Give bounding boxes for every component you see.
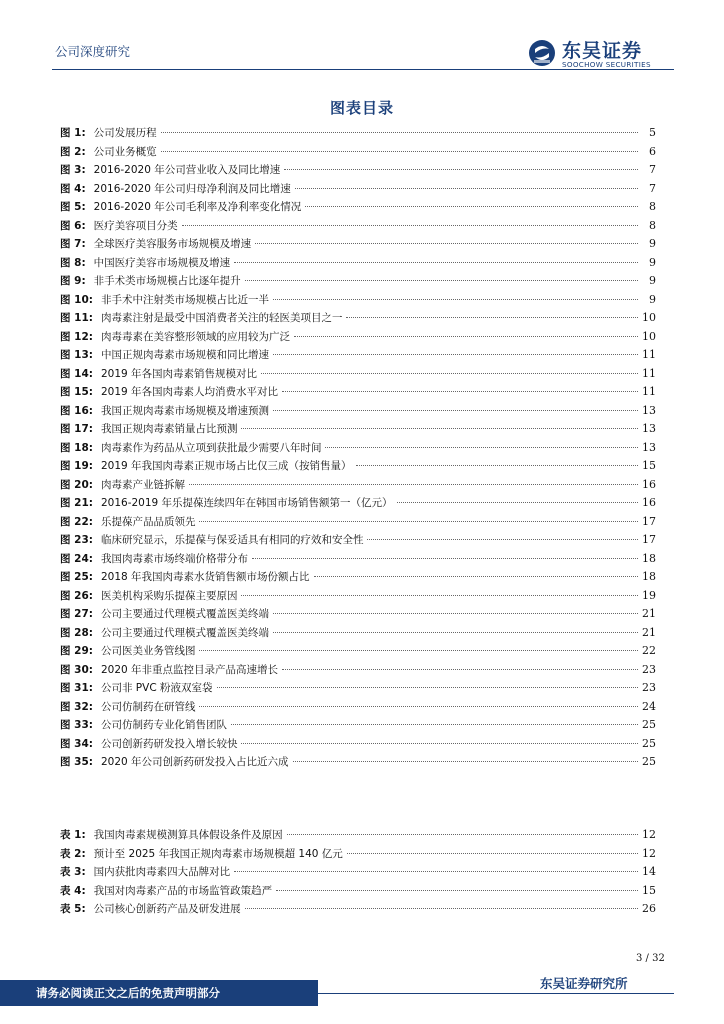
toc-entry-title: 我国正规肉毒素市场规模及增速预测 (100, 404, 269, 417)
figure-entry[interactable] (60, 272, 656, 291)
toc-entry-label: 图 1: (60, 127, 86, 139)
toc-entry-page: 13 (642, 440, 656, 454)
toc-entry-page: 13 (642, 403, 656, 417)
toc-entry-title: 2018 年我国肉毒素水货销售额市场份额占比 (100, 571, 310, 583)
toc-entry-page: 8 (649, 218, 656, 232)
toc-entry-label: 图 26: (60, 589, 93, 602)
toc-entry-label: 表 4: (60, 884, 86, 897)
toc-entry-page: 26 (642, 902, 656, 915)
figure-entry[interactable] (60, 161, 656, 180)
toc-entry-title: 公司创新药研发投入增长较快 (100, 737, 238, 750)
toc-entry-title: 医美机构采购乐提葆主要原因 (100, 589, 238, 602)
toc-entry-label: 图 35: (60, 756, 93, 768)
table-entry[interactable] (60, 863, 656, 882)
toc-leader-dots (273, 613, 638, 614)
toc-entry-page: 21 (642, 607, 656, 620)
toc-entry-page: 16 (642, 477, 656, 491)
toc-leader-dots (305, 206, 638, 207)
toc-entry-page: 22 (642, 644, 656, 657)
toc-entry-label: 图 5: (60, 201, 86, 213)
toc-leader-dots (367, 539, 638, 540)
toc-entry-page: 19 (642, 588, 656, 602)
toc-entry-label: 表 2: (60, 847, 86, 860)
toc-entry-page: 12 (642, 828, 656, 841)
toc-leader-dots (346, 317, 638, 318)
toc-entry-label: 图 8: (60, 256, 86, 269)
toc-entry-title: 公司业务概览 (93, 145, 157, 158)
toc-entry-page: 7 (649, 163, 656, 176)
brand-name-en: SOOCHOW SECURITIES (562, 60, 651, 69)
toc-entry-page: 13 (642, 422, 656, 435)
toc-leader-dots (295, 188, 638, 189)
company-logo (528, 36, 678, 72)
toc-entry-title: 肉毒毒素在美容整形领域的应用较为广泛 (100, 330, 290, 343)
soochow-logo-icon (528, 39, 556, 67)
toc-leader-dots (397, 502, 638, 503)
toc-entry-title: 公司医美业务管线图 (100, 645, 196, 657)
toc-entry-title: 全球医疗美容服务市场规模及增速 (93, 238, 252, 250)
figure-entry[interactable] (60, 291, 656, 310)
toc-entry-label: 图 16: (60, 404, 93, 417)
report-section-label: 公司深度研究 (55, 44, 131, 59)
figure-entry[interactable] (60, 531, 656, 550)
toc-entry-page: 15 (642, 459, 656, 472)
toc-entry-page: 11 (642, 366, 656, 380)
figure-entry[interactable] (60, 124, 656, 143)
toc-entry-title: 2016-2020 年公司营业收入及同比增速 (93, 164, 281, 176)
brand-name-cn: 东吴证券 (562, 40, 643, 62)
toc-entry-page: 9 (649, 255, 656, 269)
toc-entry-label: 图 20: (60, 478, 93, 491)
figure-entry[interactable] (60, 457, 656, 476)
toc-leader-dots (245, 908, 638, 909)
toc-entry-title: 公司仿制药在研管线 (100, 700, 196, 713)
footer-divider (318, 993, 674, 994)
toc-leader-dots (282, 669, 638, 670)
figure-entry[interactable] (60, 235, 656, 254)
toc-entry-label: 图 17: (60, 423, 93, 435)
page-number: 3 / 32 (636, 953, 665, 964)
toc-entry-label: 表 3: (60, 866, 86, 878)
toc-leader-dots (199, 706, 638, 707)
toc-entry-title: 2020 年非重点监控目录产品高速增长 (100, 663, 279, 676)
toc-leader-dots (245, 280, 638, 281)
toc-entry-page: 10 (642, 329, 656, 343)
figure-entry[interactable] (60, 143, 656, 162)
toc-entry-page: 25 (642, 736, 656, 750)
toc-entry-label: 图 24: (60, 552, 93, 565)
toc-entry-label: 图 12: (60, 330, 93, 343)
toc-leader-dots (293, 761, 638, 762)
toc-entry-page: 18 (642, 551, 656, 565)
toc-leader-dots (276, 890, 638, 891)
toc-entry-page: 12 (642, 846, 656, 860)
toc-entry-page: 25 (642, 718, 656, 731)
toc-entry-label: 图 14: (60, 367, 93, 380)
toc-entry-title: 公司仿制药专业化销售团队 (100, 719, 227, 731)
figure-entry[interactable] (60, 698, 656, 717)
toc-entry-page: 17 (642, 533, 656, 546)
toc-entry-title: 2016-2020 年公司毛利率及净利率变化情况 (93, 201, 302, 213)
toc-entry-label: 图 25: (60, 571, 93, 583)
toc-entry-label: 表 5: (60, 903, 86, 915)
toc-entry-title: 我国肉毒素市场终端价格带分布 (100, 552, 248, 565)
toc-entry-title: 我国肉毒素规模测算具体假设条件及原因 (93, 829, 283, 841)
toc-leader-dots (273, 354, 638, 355)
figure-entry[interactable] (60, 494, 656, 513)
figure-entry[interactable] (60, 439, 656, 458)
toc-entry-page: 9 (649, 237, 656, 250)
toc-entry-title: 非手术类市场规模占比逐年提升 (93, 275, 241, 287)
toc-entry-label: 图 6: (60, 219, 86, 232)
toc-entry-label: 图 27: (60, 608, 93, 620)
toc-entry-page: 23 (642, 681, 656, 694)
figure-entry[interactable] (60, 642, 656, 661)
toc-leader-dots (199, 521, 638, 522)
figure-entry[interactable] (60, 476, 656, 495)
toc-entry-title: 公司主要通过代理模式覆盖医美终端 (100, 626, 269, 639)
figure-entry[interactable] (60, 217, 656, 236)
toc-leader-dots (284, 169, 638, 170)
toc-entry-page: 18 (642, 570, 656, 583)
toc-entry-label: 图 30: (60, 663, 93, 676)
toc-entry-label: 图 15: (60, 386, 93, 398)
figure-entry[interactable] (60, 198, 656, 217)
table-list (60, 826, 656, 919)
toc-entry-label: 图 9: (60, 275, 86, 287)
figure-entry[interactable] (60, 605, 656, 624)
toc-entry-label: 图 34: (60, 737, 93, 750)
figure-entry[interactable] (60, 420, 656, 439)
figure-entry[interactable] (60, 550, 656, 569)
toc-leader-dots (234, 871, 638, 872)
toc-entry-page: 23 (642, 662, 656, 676)
toc-entry-title: 公司主要通过代理模式覆盖医美终端 (100, 608, 269, 620)
toc-entry-title: 2016-2019 年乐提葆连续四年在韩国市场销售额第一（亿元） (100, 497, 393, 509)
header-divider (52, 69, 674, 70)
figure-list (60, 124, 656, 772)
toc-leader-dots (273, 299, 638, 300)
toc-entry-page: 24 (642, 699, 656, 713)
toc-entry-page: 16 (642, 496, 656, 509)
figure-entry[interactable] (60, 568, 656, 587)
toc-entry-title: 预计至 2025 年我国正规肉毒素市场规模超 140 亿元 (93, 847, 343, 860)
toc-entry-page: 9 (649, 274, 656, 287)
toc-entry-page: 25 (642, 755, 656, 768)
toc-entry-label: 表 1: (60, 829, 86, 841)
toc-entry-title: 公司发展历程 (93, 127, 157, 139)
toc-entry-page: 9 (649, 292, 656, 306)
toc-entry-title: 2016-2020 年公司归母净利润及同比增速 (93, 182, 291, 195)
toc-entry-page: 6 (649, 144, 656, 158)
toc-leader-dots (217, 687, 639, 688)
toc-entry-label: 图 11: (60, 312, 93, 324)
toc-leader-dots (199, 650, 638, 651)
toc-leader-dots (252, 558, 638, 559)
toc-entry-title: 我国正规肉毒素销量占比预测 (100, 423, 238, 435)
toc-entry-title: 非手术中注射类市场规模占比近一半 (100, 293, 269, 306)
toc-entry-page: 17 (642, 514, 656, 528)
toc-leader-dots (161, 132, 638, 133)
toc-entry-label: 图 23: (60, 534, 93, 546)
toc-entry-title: 中国医疗美容市场规模及增速 (93, 256, 231, 269)
toc-leader-dots (314, 576, 638, 577)
toc-leader-dots (261, 373, 638, 374)
toc-entry-title: 国内获批肉毒素四大品牌对比 (93, 866, 231, 878)
toc-leader-dots (241, 428, 638, 429)
toc-leader-dots (282, 391, 638, 392)
toc-entry-label: 图 13: (60, 349, 93, 361)
toc-entry-label: 图 10: (60, 293, 93, 306)
toc-entry-label: 图 33: (60, 719, 93, 731)
toc-leader-dots (325, 447, 638, 448)
toc-entry-page: 5 (649, 126, 656, 139)
toc-entry-title: 肉毒素注射是最受中国消费者关注的轻医美项目之一 (100, 312, 343, 324)
toc-leader-dots (294, 336, 638, 337)
toc-entry-page: 11 (642, 385, 656, 398)
toc-leader-dots (241, 595, 638, 596)
toc-entry-page: 10 (642, 311, 656, 324)
toc-entry-label: 图 22: (60, 515, 93, 528)
figure-entry[interactable] (60, 587, 656, 606)
toc-entry-title: 临床研究显示，乐提葆与保妥适具有相同的疗效和安全性 (100, 534, 364, 546)
figure-entry[interactable] (60, 661, 656, 680)
toc-leader-dots (273, 632, 638, 633)
toc-entry-label: 图 4: (60, 182, 86, 195)
toc-entry-title: 肉毒素产业链拆解 (100, 478, 185, 491)
figure-entry[interactable] (60, 402, 656, 421)
toc-leader-dots (161, 151, 638, 152)
toc-leader-dots (273, 410, 638, 411)
table-entry[interactable] (60, 845, 656, 864)
toc-entry-title: 肉毒素作为药品从立项到获批最少需要八年时间 (100, 441, 322, 454)
figure-entry[interactable] (60, 346, 656, 365)
toc-entry-label: 图 32: (60, 700, 93, 713)
figure-entry[interactable] (60, 180, 656, 199)
toc-entry-page: 8 (649, 200, 656, 213)
page-title: 图表目录 (329, 99, 394, 117)
figure-entry[interactable] (60, 735, 656, 754)
toc-entry-label: 图 28: (60, 626, 93, 639)
figure-entry[interactable] (60, 716, 656, 735)
toc-entry-title: 2019 年各国肉毒素销售规模对比 (100, 367, 258, 380)
footer-company: 东吴证券研究所 (540, 976, 628, 991)
figure-entry[interactable] (60, 328, 656, 347)
toc-entry-label: 图 21: (60, 497, 93, 509)
toc-entry-page: 14 (642, 865, 656, 878)
toc-entry-title: 我国对肉毒素产品的市场监管政策趋严 (93, 884, 273, 897)
toc-entry-label: 图 29: (60, 645, 93, 657)
figure-entry[interactable] (60, 309, 656, 328)
toc-leader-dots (287, 834, 638, 835)
toc-entry-page: 7 (649, 181, 656, 195)
toc-entry-title: 2019 年我国肉毒素正规市场占比仅三成（按销售量） (100, 460, 352, 472)
toc-entry-title: 2019 年各国肉毒素人均消费水平对比 (100, 386, 279, 398)
figure-entry[interactable] (60, 753, 656, 772)
figure-entry[interactable] (60, 679, 656, 698)
toc-entry-title: 2020 年公司创新药研发投入占比近六成 (100, 756, 289, 768)
toc-leader-dots (241, 743, 638, 744)
figure-entry[interactable] (60, 383, 656, 402)
toc-entry-title: 公司非 PVC 粉液双室袋 (100, 682, 213, 694)
toc-entry-label: 图 19: (60, 460, 93, 472)
toc-entry-label: 图 31: (60, 682, 93, 694)
toc-leader-dots (231, 724, 638, 725)
toc-leader-dots (182, 225, 638, 226)
toc-entry-label: 图 3: (60, 164, 86, 176)
toc-entry-label: 图 18: (60, 441, 93, 454)
toc-leader-dots (234, 262, 638, 263)
table-entry[interactable] (60, 882, 656, 901)
toc-leader-dots (189, 484, 638, 485)
toc-entry-page: 11 (642, 348, 656, 361)
toc-leader-dots (356, 465, 638, 466)
toc-leader-dots (255, 243, 638, 244)
footer-disclaimer[interactable]: 请务必阅读正文之后的免责声明部分 (36, 986, 220, 1000)
toc-entry-title: 中国正规肉毒素市场规模和同比增速 (100, 349, 269, 361)
toc-entry-page: 15 (642, 883, 656, 897)
figure-entry[interactable] (60, 513, 656, 532)
toc-entry-label: 图 7: (60, 238, 86, 250)
table-entry[interactable] (60, 826, 656, 845)
toc-entry-title: 医疗美容项目分类 (93, 219, 178, 232)
toc-leader-dots (347, 853, 638, 854)
figure-entry[interactable] (60, 254, 656, 273)
table-entry[interactable] (60, 900, 656, 919)
toc-entry-title: 公司核心创新药产品及研发进展 (93, 903, 241, 915)
toc-entry-page: 21 (642, 625, 656, 639)
toc-entry-label: 图 2: (60, 145, 86, 158)
figure-entry[interactable] (60, 624, 656, 643)
toc-entry-title: 乐提葆产品品质领先 (100, 515, 196, 528)
figure-entry[interactable] (60, 365, 656, 384)
